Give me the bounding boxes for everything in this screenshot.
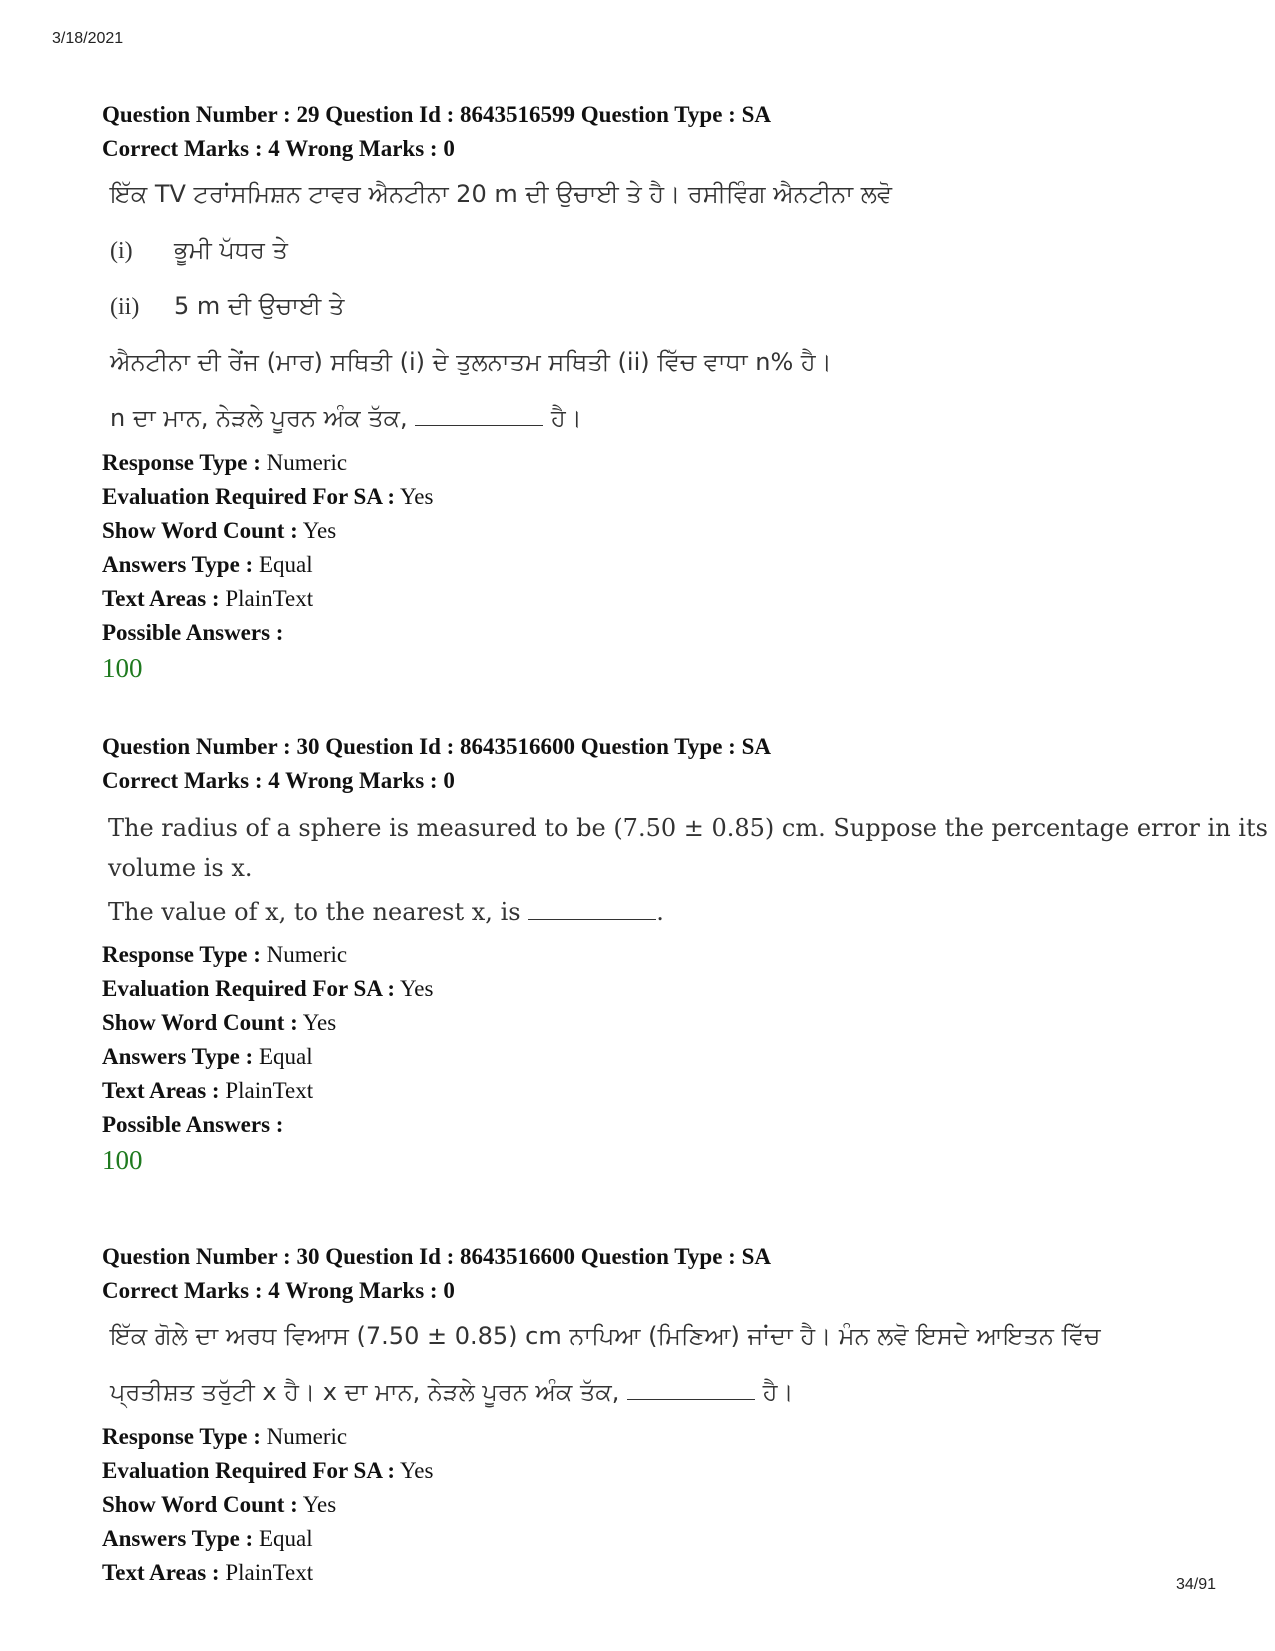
response-type-label: Response Type : xyxy=(102,942,261,967)
evaluation-required-label: Evaluation Required For SA : xyxy=(102,1458,396,1483)
page-number: 34/91 xyxy=(1176,1576,1217,1593)
possible-answers xyxy=(102,1108,1222,1142)
question-line: ਇੱਕ ਗੋਲੇ ਦਾ ਅਰਧ ਵਿਆਸ (7.50 ± 0.85) cm ਨਾਪਿਆ (ਮਿਣਿਆ) ਜਾਂਦਾ ਹੈ। ਮੰਨ ਲਵੋ ਇਸਦੇ ਆਇਤਨ ਵਿੱਚ xyxy=(110,1322,1101,1350)
show-word-count-value: Yes xyxy=(302,1492,337,1517)
answers-type-label: Answers Type : xyxy=(102,552,254,577)
question-text xyxy=(102,166,1222,446)
text-areas-value: PlainText xyxy=(225,586,314,611)
possible-answers-label: Possible Answers : xyxy=(102,1112,284,1137)
evaluation-required-label: Evaluation Required For SA : xyxy=(102,484,396,509)
answer-blank xyxy=(627,1381,755,1400)
answer-blank xyxy=(528,901,656,920)
question-marks: Correct Marks : 4 Wrong Marks : 0 xyxy=(102,1278,455,1303)
show-word-count xyxy=(102,1006,1222,1040)
show-word-count-value: Yes xyxy=(302,1010,337,1035)
question-line: The radius of a sphere is measured to be (7.50 ± 0.85) cm. Suppose the percentage error in its xyxy=(108,814,1268,842)
question-block-29 xyxy=(102,98,1222,686)
page-date: 3/18/2021 xyxy=(52,30,124,47)
evaluation-required-value: Yes xyxy=(400,976,434,1001)
text-areas-value: PlainText xyxy=(225,1560,314,1585)
evaluation-required-value: Yes xyxy=(400,484,434,509)
question-line-start: n ਦਾ ਮਾਨ, ਨੇੜਲੇ ਪੂਰਨ ਅੰਕ ਤੱਕ, xyxy=(110,404,408,432)
question-marks: Correct Marks : 4 Wrong Marks : 0 xyxy=(102,136,455,161)
show-word-count-label: Show Word Count : xyxy=(102,518,298,543)
response-type xyxy=(102,938,1222,972)
answers-type-label: Answers Type : xyxy=(102,1044,254,1069)
option-label: (ii) xyxy=(110,294,140,320)
text-areas xyxy=(102,1556,1222,1590)
possible-answers xyxy=(102,616,1222,650)
answers-type-label: Answers Type : xyxy=(102,1526,254,1551)
question-text xyxy=(102,798,1268,938)
response-type-value: Numeric xyxy=(266,1424,348,1449)
answers-type xyxy=(102,548,1222,582)
option-text: ਭੂਮੀ ਪੱਧਰ ਤੇ xyxy=(174,236,288,264)
text-areas xyxy=(102,1074,1222,1108)
question-block-30-pa xyxy=(102,1240,1222,1590)
text-areas xyxy=(102,582,1222,616)
evaluation-required xyxy=(102,1454,1222,1488)
question-line-end: ਹੈ। xyxy=(762,1378,794,1406)
text-areas-label: Text Areas : xyxy=(102,586,220,611)
question-line-start: The value of x, to the nearest x, is xyxy=(108,898,521,926)
response-type-label: Response Type : xyxy=(102,450,261,475)
option-text: 5 m ਦੀ ਉਚਾਈ ਤੇ xyxy=(174,292,345,320)
possible-answers-label: Possible Answers : xyxy=(102,620,284,645)
question-block-30-en xyxy=(102,730,1268,1178)
question-line: ਐਨਟੀਨਾ ਦੀ ਰੇਂਜ (ਮਾਰ) ਸਥਿਤੀ (i) ਦੇ ਤੁਲਨਾਤਮ ਸਥਿਤੀ (ii) ਵਿੱਚ ਵਾਧਾ n% ਹੈ। xyxy=(110,348,832,376)
question-line: ਇੱਕ TV ਟਰਾਂਸਮਿਸ਼ਨ ਟਾਵਰ ਐਨਟੀਨਾ 20 m ਦੀ ਉਚਾਈ ਤੇ ਹੈ। ਰਸੀਵਿੰਗ ਐਨਟੀਨਾ ਲਵੋ xyxy=(110,180,893,208)
question-line xyxy=(108,892,1222,932)
show-word-count-label: Show Word Count : xyxy=(102,1492,298,1517)
text-areas-label: Text Areas : xyxy=(102,1078,220,1103)
show-word-count-value: Yes xyxy=(302,518,337,543)
show-word-count xyxy=(102,1488,1222,1522)
response-type xyxy=(102,1420,1222,1454)
response-type xyxy=(102,446,1222,480)
evaluation-required-label: Evaluation Required For SA : xyxy=(102,976,396,1001)
question-marks: Correct Marks : 4 Wrong Marks : 0 xyxy=(102,768,455,793)
text-areas-value: PlainText xyxy=(225,1078,314,1103)
answers-type-value: Equal xyxy=(258,552,313,577)
response-type-value: Numeric xyxy=(266,450,348,475)
question-text xyxy=(102,1308,1222,1420)
question-header: Question Number : 30 Question Id : 8643516600 Question Type : SA xyxy=(102,734,771,759)
question-line xyxy=(110,390,1222,446)
question-line-end: . xyxy=(656,898,664,926)
question-option-ii xyxy=(110,278,1222,334)
answers-type xyxy=(102,1522,1222,1556)
question-header: Question Number : 30 Question Id : 8643516600 Question Type : SA xyxy=(102,1244,771,1269)
possible-answer-value: 100 xyxy=(102,1145,143,1175)
show-word-count xyxy=(102,514,1222,548)
response-type-value: Numeric xyxy=(266,942,348,967)
text-areas-label: Text Areas : xyxy=(102,1560,220,1585)
show-word-count-label: Show Word Count : xyxy=(102,1010,298,1035)
possible-answer-value: 100 xyxy=(102,653,143,683)
answers-type xyxy=(102,1040,1222,1074)
question-line: volume is x. xyxy=(108,854,253,882)
option-label: (i) xyxy=(110,238,133,264)
evaluation-required xyxy=(102,480,1222,514)
question-header: Question Number : 29 Question Id : 8643516599 Question Type : SA xyxy=(102,102,771,127)
response-type-label: Response Type : xyxy=(102,1424,261,1449)
evaluation-required-value: Yes xyxy=(400,1458,434,1483)
answers-type-value: Equal xyxy=(258,1526,313,1551)
answers-type-value: Equal xyxy=(258,1044,313,1069)
question-option-i xyxy=(110,222,1222,278)
question-line-end: ਹੈ। xyxy=(550,404,582,432)
question-line-start: ਪ੍ਰਤੀਸ਼ਤ ਤਰੁੱਟੀ x ਹੈ। x ਦਾ ਮਾਨ, ਨੇੜਲੇ ਪੂਰਨ ਅੰਕ ਤੱਕ, xyxy=(110,1378,620,1406)
answer-blank xyxy=(415,407,543,426)
question-line xyxy=(110,1364,1222,1420)
evaluation-required xyxy=(102,972,1222,1006)
